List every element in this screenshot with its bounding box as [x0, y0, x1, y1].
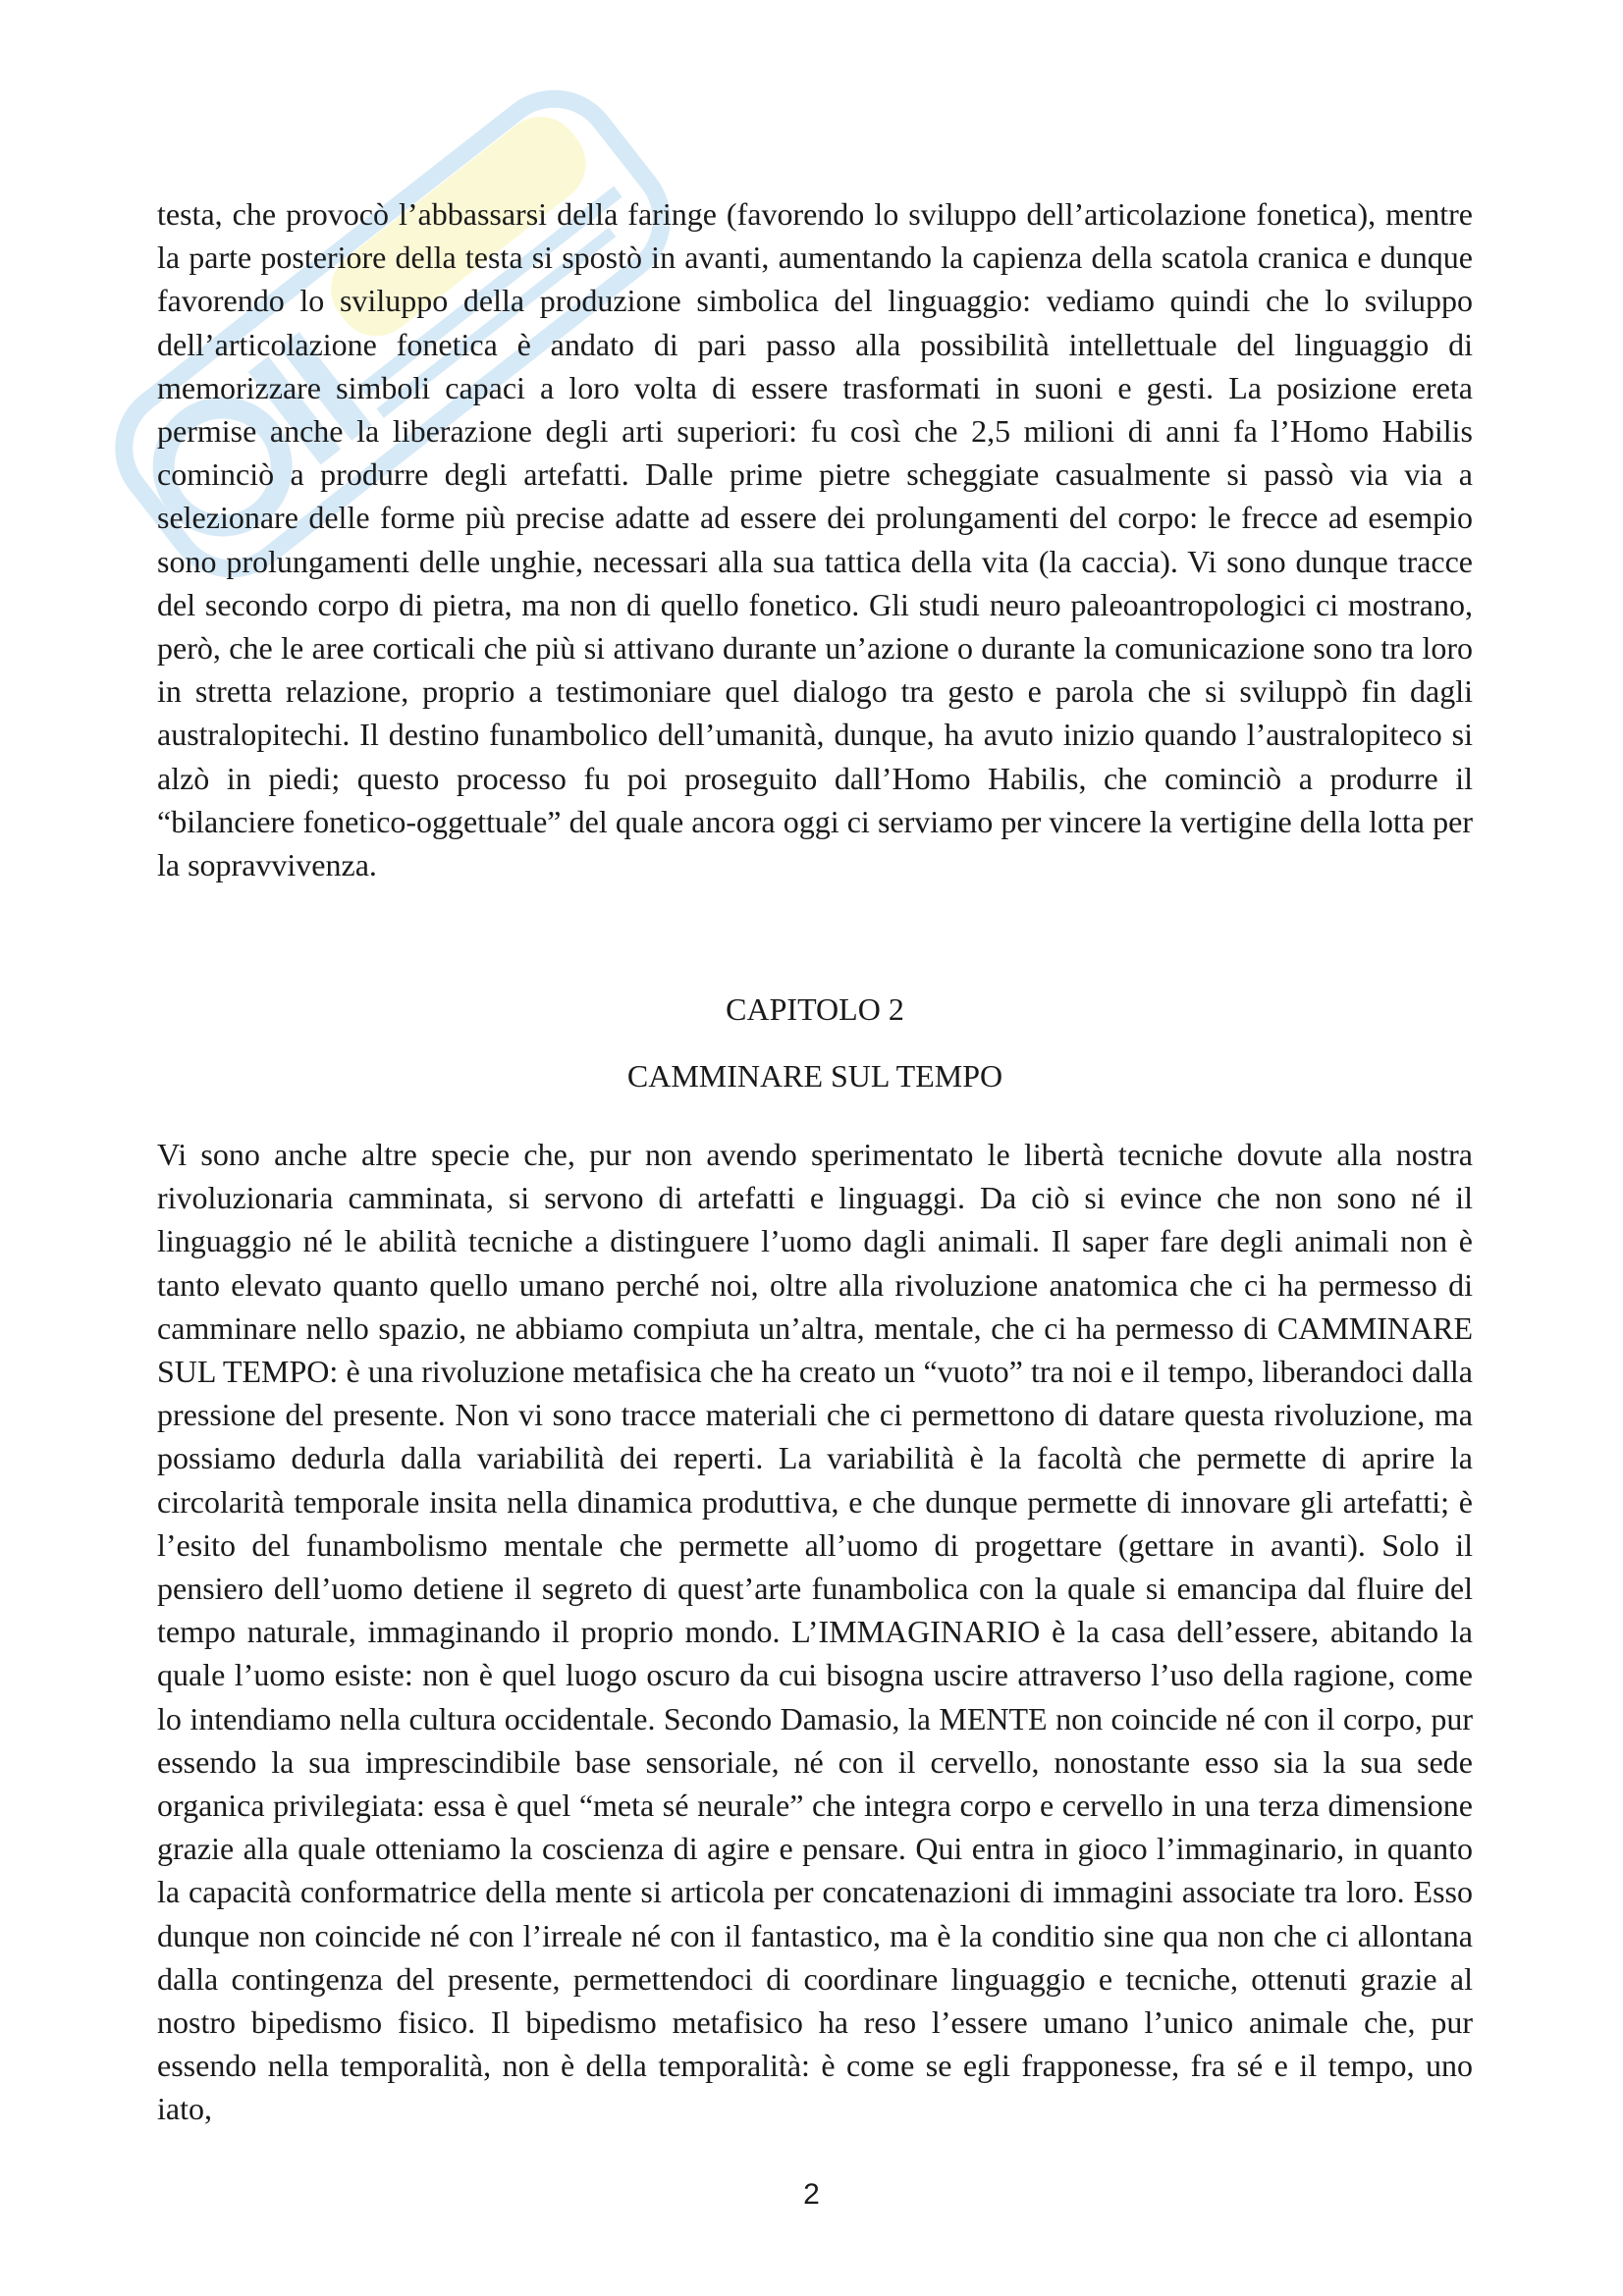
- body-paragraph-1: testa, che provocò l’abbassarsi della faringe (favorendo lo sviluppo dell’articolazione fonetica), mentre la parte posteriore della testa si spostò in avanti, aumentando la capienza della scatola cranica e dunque favorendo lo sviluppo della produzione simbolica del linguaggio: vediamo quindi che lo sviluppo dell’articolazione fonetica è andato di pari passo alla possibilità intellettuale del linguaggio di memorizzare simboli capaci a loro volta di essere trasformati in suoni e gesti. La posizione ereta permise anche la liberazione degli arti superiori: fu così che 2,5 milioni di anni fa l’Homo Habilis cominciò a produrre degli artefatti. Dalle prime pietre scheggiate casualmente si passò via via a selezionare delle forme più precise adatte ad essere dei prolungamenti del corpo: le frecce ad esempio sono prolungamenti delle unghie, necessari alla sua tattica della vita (la caccia). Vi sono dunque tracce del secondo corpo di pietra, ma non di quello fonetico. Gli studi neuro paleoantropologici ci mostrano, però, che le aree corticali che più si attivano durante un’azione o durante la comunicazione sono tra loro in stretta relazione, proprio a testimoniare quel dialogo tra gesto e parola che si sviluppò fin dagli australopitechi. Il destino funambolico dell’umanità, dunque, ha avuto inizio quando l’australopiteco si alzò in piedi; questo processo fu poi proseguito dall’Homo Habilis, che cominciò a produrre il “bilanciere fonetico-oggettuale” del quale ancora oggi ci serviamo per vincere la vertigine della lotta per la sopravvivenza.: [157, 196, 1473, 883]
- chapter-title: CAMMINARE SUL TEMPO: [626, 1058, 1003, 1094]
- chapter-number: CAPITOLO 2: [726, 991, 904, 1027]
- body-paragraph-2: Vi sono anche altre specie che, pur non avendo sperimentato le libertà tecniche dovute alla nostra rivoluzionaria camminata, si servono di artefatti e linguaggi. Da ciò si evince che non sono né il linguaggio né le abilità tecniche a distinguere l’uomo dagli animali. Il saper fare degli animali non è tanto elevato quanto quello umano perché noi, oltre alla rivoluzione anatomica che ci ha permesso di camminare nello spazio, ne abbiamo compiuta un’altra, mentale, che ci ha permesso di CAMMINARE SUL TEMPO: è una rivoluzione metafisica che ha creato un “vuoto” tra noi e il tempo, liberandoci dalla pressione del presente. Non vi sono tracce materiali che ci permettono di datare questa rivoluzione, ma possiamo dedurla dalla variabilità dei reperti. La variabilità è la facoltà che permette di aprire la circolarità temporale insita nella dinamica produttiva, e che dunque permette di innovare gli artefatti; è l’esito del funambolismo mentale che permette all’uomo di progettare (gettare in avanti). Solo il pensiero dell’uomo detiene il segreto di quest’arte funambolica con la quale si emancipa dal fluire del tempo naturale, immaginando il proprio mondo. L’IMMAGINARIO è la casa dell’essere, abitando la quale l’uomo esiste: non è quel luogo oscuro da cui bisogna uscire attraverso l’uso della ragione, come lo intendiamo nella cultura occidentale. Secondo Damasio, la MENTE non coincide né con il corpo, pur essendo la sua imprescindibile base sensoriale, né con il cervello, nonostante esso sia la sua sede organica privilegiata: essa è quel “meta sé neurale” che integra corpo e cervello in una terza dimensione grazie alla quale otteniamo la coscienza di agire e pensare. Qui entra in gioco l’immaginario, in quanto la capacità conformatrice della mente si articola per concatenazioni di immagini associate tra loro. Esso dunque non coincide né con l’irreale né con il fantastico, ma è la conditio sine qua non che ci allontana dalla contingenza del presente, permettendoci di coordinare linguaggio e tecniche, ottenuti grazie al nostro bipedismo fisico. Il bipedismo metafisico ha reso l’essere umano l’unico animale che, pur essendo nella temporalità, non è della temporalità: è come se egli frapponesse, fra sé e il tempo, uno iato,: [157, 1137, 1473, 2127]
- page-number: 2: [803, 2178, 820, 2211]
- document-page: [157, 192, 1473, 2127]
